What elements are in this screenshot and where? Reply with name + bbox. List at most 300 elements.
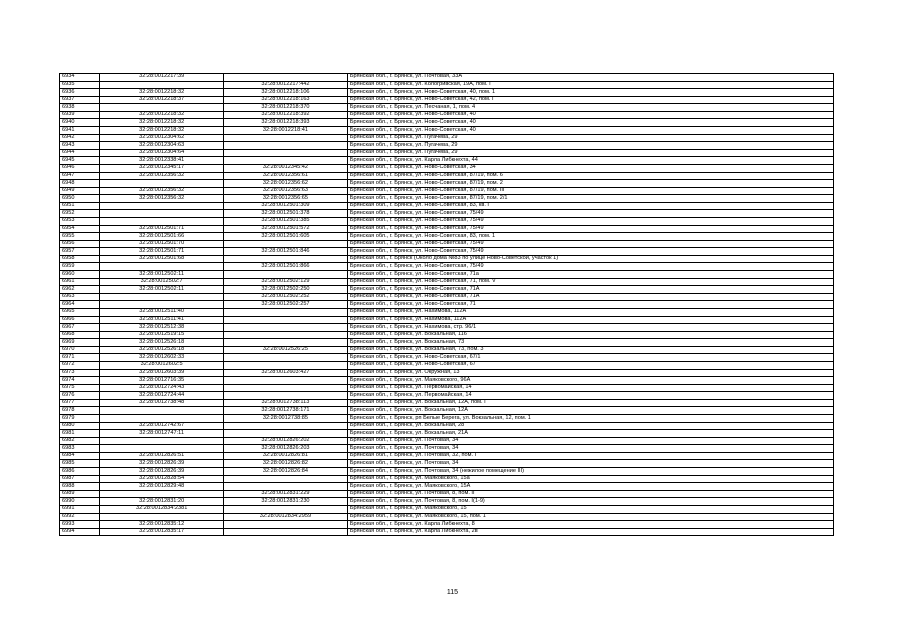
row-number-cell: 6977 bbox=[60, 399, 100, 407]
row-number-cell: 6974 bbox=[60, 377, 100, 385]
row-number-cell: 6943 bbox=[60, 142, 100, 150]
row-number-cell: 6955 bbox=[60, 233, 100, 241]
table-row bbox=[60, 164, 834, 172]
row-number-cell: 6980 bbox=[60, 422, 100, 430]
row-number-cell: 6978 bbox=[60, 407, 100, 415]
parcel-cadastral-number-cell: 32:28:0012501:71 bbox=[100, 248, 224, 256]
table-row bbox=[60, 452, 834, 460]
address-cell: Брянская обл., г. Брянск, ул. Почтовая, 33А bbox=[347, 74, 833, 82]
parcel-cadastral-number-cell: 32:28:0012602:5 bbox=[100, 361, 224, 369]
row-number-cell: 6988 bbox=[60, 483, 100, 491]
table-row bbox=[60, 89, 834, 97]
premises-cadastral-number-cell: 32:28:0012738:113 bbox=[224, 399, 348, 407]
premises-cadastral-number-cell: 32:28:0012502:250 bbox=[224, 286, 348, 294]
address-cell: Брянская обл., г. Брянск, ул. Ново-Советская, 71 bbox=[347, 301, 833, 309]
parcel-cadastral-number-cell: 32:28:0012828:54 bbox=[100, 475, 224, 483]
parcel-cadastral-number-cell: 32:28:0012217:39 bbox=[100, 74, 224, 82]
address-cell: Брянская обл., г. Брянск, ул. Вокзальная, 73 bbox=[347, 339, 833, 347]
table-row bbox=[60, 437, 834, 445]
table-row bbox=[60, 384, 834, 392]
premises-cadastral-number-cell: 32:28:0012218:370 bbox=[224, 104, 348, 112]
address-cell: Брянская обл., г. Брянск, ул. Ново-Советская, 71А bbox=[347, 293, 833, 301]
table-row bbox=[60, 202, 834, 210]
row-number-cell: 6959 bbox=[60, 263, 100, 271]
address-cell: Брянская обл., г. Брянск, ул. Ново-Советская, 40, пом. 1 bbox=[347, 89, 833, 97]
address-cell: Брянская обл., г. Брянск, ул. Ново-Советская, 40 bbox=[347, 127, 833, 135]
premises-cadastral-number-cell bbox=[224, 74, 348, 82]
parcel-cadastral-number-cell: 32:28:0012502:11 bbox=[100, 286, 224, 294]
parcel-cadastral-number-cell: 32:28:0012826:39 bbox=[100, 460, 224, 468]
parcel-cadastral-number-cell: 32:28:0012603:39 bbox=[100, 369, 224, 377]
address-cell: Брянская обл., г. Брянск, ул. Карла Либкнехта, 44 bbox=[347, 157, 833, 165]
parcel-cadastral-number-cell: 32:28:0012502:11 bbox=[100, 271, 224, 279]
premises-cadastral-number-cell bbox=[224, 422, 348, 430]
row-number-cell: 6968 bbox=[60, 331, 100, 339]
address-cell: Брянская обл., г. Брянск, ул. Пугачева, 29 bbox=[347, 142, 833, 150]
table-row bbox=[60, 513, 834, 521]
premises-cadastral-number-cell: 32:28:0012831:229 bbox=[224, 490, 348, 498]
row-number-cell: 6945 bbox=[60, 157, 100, 165]
premises-cadastral-number-cell: 32:28:0012526:25 bbox=[224, 346, 348, 354]
premises-cadastral-number-cell: 32:28:0012826:84 bbox=[224, 468, 348, 476]
table-row bbox=[60, 142, 834, 150]
table-row bbox=[60, 346, 834, 354]
premises-cadastral-number-cell bbox=[224, 308, 348, 316]
table-row bbox=[60, 301, 834, 309]
table-row bbox=[60, 104, 834, 112]
parcel-cadastral-number-cell bbox=[100, 415, 224, 423]
parcel-cadastral-number-cell: 32:28:0012502:7 bbox=[100, 278, 224, 286]
parcel-cadastral-number-cell bbox=[100, 217, 224, 225]
parcel-cadastral-number-cell bbox=[100, 301, 224, 309]
parcel-cadastral-number-cell: 32:28:0012724:44 bbox=[100, 392, 224, 400]
parcel-cadastral-number-cell bbox=[100, 202, 224, 210]
table-row bbox=[60, 149, 834, 157]
parcel-cadastral-number-cell: 32:28:0012512:38 bbox=[100, 324, 224, 332]
parcel-cadastral-number-cell: 32:28:0012724:43 bbox=[100, 384, 224, 392]
row-number-cell: 6941 bbox=[60, 127, 100, 135]
parcel-cadastral-number-cell bbox=[100, 263, 224, 271]
address-cell: Брянская обл., г. Брянск, ул. Ново-Советская, 87/19, пом. III bbox=[347, 187, 833, 195]
premises-cadastral-number-cell bbox=[224, 377, 348, 385]
address-cell: Брянская обл., г. Брянск, ул. Ново-Советская, 71, пом. V bbox=[347, 278, 833, 286]
address-cell: Брянская обл., г. Брянск, ул. Вокзальная, 12А, пом. I bbox=[347, 399, 833, 407]
address-cell: Брянская обл., г. Брянск, ул. Маяковского, 96А bbox=[347, 377, 833, 385]
address-cell: Брянская обл., г. Брянск, ул. Маяковского, 15, пом. 1 bbox=[347, 513, 833, 521]
address-cell: Брянская обл., г. Брянск, ул. Пугачева, 29 bbox=[347, 149, 833, 157]
parcel-cadastral-number-cell: 32:28:0012356:32 bbox=[100, 172, 224, 180]
row-number-cell: 6936 bbox=[60, 89, 100, 97]
premises-cadastral-number-cell bbox=[224, 316, 348, 324]
table-row bbox=[60, 316, 834, 324]
parcel-cadastral-number-cell: 32:28:0012511:40 bbox=[100, 308, 224, 316]
address-cell: Брянская обл., г. Брянск, ул. Ново-Советская, 83, кв. I bbox=[347, 202, 833, 210]
premises-cadastral-number-cell bbox=[224, 149, 348, 157]
parcel-cadastral-number-cell: 32:28:0012602:33 bbox=[100, 354, 224, 362]
address-cell: Брянская обл., г. Брянск, ул. Нахимова, 112А bbox=[347, 316, 833, 324]
table-row bbox=[60, 324, 834, 332]
parcel-cadastral-number-cell: 32:28:0012356:32 bbox=[100, 195, 224, 203]
table-row bbox=[60, 286, 834, 294]
table-row bbox=[60, 407, 834, 415]
table-row bbox=[60, 81, 834, 89]
address-cell: Брянская обл., г. Брянск, ул. Ново-Советская, 71а bbox=[347, 271, 833, 279]
parcel-cadastral-number-cell: 32:28:0012835:17 bbox=[100, 528, 224, 536]
address-cell: Брянская обл., г. Брянск, ул. Карла Либкнехта, 2в bbox=[347, 528, 833, 536]
parcel-cadastral-number-cell: 32:28:0012829:48 bbox=[100, 483, 224, 491]
row-number-cell: 6982 bbox=[60, 437, 100, 445]
address-cell: Брянская обл., г. Брянск, ул. Первомайская, 14 bbox=[347, 384, 833, 392]
row-number-cell: 6949 bbox=[60, 187, 100, 195]
row-number-cell: 6962 bbox=[60, 286, 100, 294]
row-number-cell: 6966 bbox=[60, 316, 100, 324]
table-row bbox=[60, 430, 834, 438]
parcel-cadastral-number-cell: 32:28:0012218:32 bbox=[100, 119, 224, 127]
parcel-cadastral-number-cell bbox=[100, 293, 224, 301]
premises-cadastral-number-cell: 32:28:0012218:106 bbox=[224, 89, 348, 97]
page-number: 115 bbox=[446, 589, 459, 596]
row-number-cell: 6953 bbox=[60, 217, 100, 225]
row-number-cell: 6939 bbox=[60, 111, 100, 119]
parcel-cadastral-number-cell: 32:28:0012747:11 bbox=[100, 430, 224, 438]
premises-cadastral-number-cell: 32:28:0012826:81 bbox=[224, 452, 348, 460]
parcel-cadastral-number-cell: 32:28:0012501:68 bbox=[100, 255, 224, 263]
table-row bbox=[60, 399, 834, 407]
premises-cadastral-number-cell bbox=[224, 528, 348, 536]
premises-cadastral-number-cell: 32:28:0012218:41 bbox=[224, 127, 348, 135]
row-number-cell: 6979 bbox=[60, 415, 100, 423]
table-row bbox=[60, 210, 834, 218]
premises-cadastral-number-cell: 32:28:0012834:2959 bbox=[224, 513, 348, 521]
parcel-cadastral-number-cell: 32:28:0012526:18 bbox=[100, 346, 224, 354]
parcel-cadastral-number-cell: 32:28:0012218:32 bbox=[100, 111, 224, 119]
premises-cadastral-number-cell: 32:28:0012826:82 bbox=[224, 460, 348, 468]
table-row bbox=[60, 278, 834, 286]
row-number-cell: 6967 bbox=[60, 324, 100, 332]
table-row bbox=[60, 468, 834, 476]
row-number-cell: 6993 bbox=[60, 521, 100, 529]
address-cell: Брянская обл., г. Брянск, ул. Карла Либкнехта, 8 bbox=[347, 521, 833, 529]
parcel-cadastral-number-cell bbox=[100, 180, 224, 188]
row-number-cell: 6981 bbox=[60, 430, 100, 438]
address-cell: Брянская обл., г. Брянск, ул. Ново-Советская, 34 bbox=[347, 164, 833, 172]
premises-cadastral-number-cell: 32:28:0012502:257 bbox=[224, 301, 348, 309]
parcel-cadastral-number-cell: 32:28:0012742:67 bbox=[100, 422, 224, 430]
table-row bbox=[60, 361, 834, 369]
row-number-cell: 6984 bbox=[60, 452, 100, 460]
parcel-cadastral-number-cell: 32:28:0012501:70 bbox=[100, 240, 224, 248]
premises-cadastral-number-cell bbox=[224, 142, 348, 150]
table-row bbox=[60, 248, 834, 256]
address-cell: Брянская обл., г. Брянск, ул. Нахимова, стр. 96/1 bbox=[347, 324, 833, 332]
premises-cadastral-number-cell bbox=[224, 392, 348, 400]
address-cell: Брянская обл., г. Брянск, ул. Окружная, 13 bbox=[347, 369, 833, 377]
row-number-cell: 6983 bbox=[60, 445, 100, 453]
parcel-cadastral-number-cell: 32:28:0012831:20 bbox=[100, 498, 224, 506]
address-cell: Брянская обл., г. Брянск (Около дома №83 по улице Ново-Советской, участок 1) bbox=[347, 255, 833, 263]
address-cell: Брянская обл., г. Брянск, ул. Ново-Советская, 75/49 bbox=[347, 217, 833, 225]
address-cell: Брянская обл., г. Брянск, ул. Ново-Советская, 42, пом. I bbox=[347, 96, 833, 104]
row-number-cell: 6938 bbox=[60, 104, 100, 112]
row-number-cell: 6940 bbox=[60, 119, 100, 127]
premises-cadastral-number-cell: 32:28:0012217:442 bbox=[224, 81, 348, 89]
premises-cadastral-number-cell bbox=[224, 430, 348, 438]
parcel-cadastral-number-cell: 32:28:0012304:64 bbox=[100, 149, 224, 157]
premises-cadastral-number-cell bbox=[224, 324, 348, 332]
row-number-cell: 6963 bbox=[60, 293, 100, 301]
table-row bbox=[60, 422, 834, 430]
premises-cadastral-number-cell bbox=[224, 483, 348, 491]
table-row bbox=[60, 240, 834, 248]
premises-cadastral-number-cell: 32:28:0012831:230 bbox=[224, 498, 348, 506]
premises-cadastral-number-cell bbox=[224, 157, 348, 165]
table-row bbox=[60, 460, 834, 468]
registry-table-body bbox=[60, 74, 834, 536]
table-row bbox=[60, 521, 834, 529]
row-number-cell: 6957 bbox=[60, 248, 100, 256]
premises-cadastral-number-cell: 32:28:0012356:65 bbox=[224, 195, 348, 203]
parcel-cadastral-number-cell: 32:28:0012338:41 bbox=[100, 157, 224, 165]
parcel-cadastral-number-cell: 32:28:0012218:32 bbox=[100, 89, 224, 97]
row-number-cell: 6990 bbox=[60, 498, 100, 506]
table-row bbox=[60, 119, 834, 127]
premises-cadastral-number-cell bbox=[224, 384, 348, 392]
premises-cadastral-number-cell bbox=[224, 134, 348, 142]
row-number-cell: 6950 bbox=[60, 195, 100, 203]
row-number-cell: 6973 bbox=[60, 369, 100, 377]
table-row bbox=[60, 96, 834, 104]
address-cell: Брянская обл., г. Брянск, ул. Ново-Советская, 87/19, пом. 2/1 bbox=[347, 195, 833, 203]
premises-cadastral-number-cell bbox=[224, 339, 348, 347]
address-cell: Брянская обл., г. Брянск, ул. Вокзальная, 21А bbox=[347, 430, 833, 438]
row-number-cell: 6946 bbox=[60, 164, 100, 172]
parcel-cadastral-number-cell: 32:28:0012501:66 bbox=[100, 233, 224, 241]
address-cell: Брянская обл., г. Брянск, ул. Ново-Советская, 83, пом. 1 bbox=[347, 233, 833, 241]
parcel-cadastral-number-cell bbox=[100, 210, 224, 218]
premises-cadastral-number-cell: 32:28:0012738:171 bbox=[224, 407, 348, 415]
row-number-cell: 6935 bbox=[60, 81, 100, 89]
row-number-cell: 6989 bbox=[60, 490, 100, 498]
row-number-cell: 6969 bbox=[60, 339, 100, 347]
row-number-cell: 6961 bbox=[60, 278, 100, 286]
address-cell: Брянская обл., г. Брянск, ул. Почтовая, 34 bbox=[347, 445, 833, 453]
row-number-cell: 6986 bbox=[60, 468, 100, 476]
table-row bbox=[60, 415, 834, 423]
parcel-cadastral-number-cell: 32:28:0012834:2381 bbox=[100, 505, 224, 513]
row-number-cell: 6970 bbox=[60, 346, 100, 354]
table-row bbox=[60, 271, 834, 279]
premises-cadastral-number-cell: 32:28:0012826:202 bbox=[224, 437, 348, 445]
parcel-cadastral-number-cell: 32:28:0012218:32 bbox=[100, 127, 224, 135]
address-cell: Брянская обл., г. Брянск, ул. Ново-Советская, 40 bbox=[347, 119, 833, 127]
table-row bbox=[60, 157, 834, 165]
address-cell: Брянская обл., г. Брянск, ул. Кологривская, 19А, пом. I bbox=[347, 81, 833, 89]
address-cell: Брянская обл., г. Брянск, ул. Ново-Советская, 67 bbox=[347, 361, 833, 369]
premises-cadastral-number-cell: 32:28:0012345:42 bbox=[224, 164, 348, 172]
premises-cadastral-number-cell bbox=[224, 361, 348, 369]
address-cell: Брянская обл., г. Брянск, ул. Почтовая, 34 (нежилое помещение III) bbox=[347, 468, 833, 476]
address-cell: Брянская обл., г. Брянск, ул. Ново-Советская, 75/49 bbox=[347, 248, 833, 256]
table-row bbox=[60, 225, 834, 233]
row-number-cell: 6956 bbox=[60, 240, 100, 248]
premises-cadastral-number-cell: 32:28:0012356:62 bbox=[224, 180, 348, 188]
table-row bbox=[60, 445, 834, 453]
row-number-cell: 6947 bbox=[60, 172, 100, 180]
parcel-cadastral-number-cell bbox=[100, 104, 224, 112]
parcel-cadastral-number-cell: 32:28:0012501:71 bbox=[100, 225, 224, 233]
table-row bbox=[60, 475, 834, 483]
table-row bbox=[60, 369, 834, 377]
premises-cadastral-number-cell bbox=[224, 521, 348, 529]
address-cell: Брянская обл., г. Брянск, ул. Почтовая, 32, пом. I bbox=[347, 452, 833, 460]
premises-cadastral-number-cell: 32:28:0012502:129 bbox=[224, 278, 348, 286]
address-cell: Брянская обл., г. Брянск, ул. Маяковского, 15 bbox=[347, 505, 833, 513]
row-number-cell: 6951 bbox=[60, 202, 100, 210]
address-cell: Брянская обл., г. Брянск, ул. Маяковского, 15а bbox=[347, 475, 833, 483]
table-row bbox=[60, 111, 834, 119]
premises-cadastral-number-cell bbox=[224, 271, 348, 279]
row-number-cell: 6971 bbox=[60, 354, 100, 362]
row-number-cell: 6952 bbox=[60, 210, 100, 218]
address-cell: Брянская обл., г. Брянск, ул. Почтовая, 34 bbox=[347, 460, 833, 468]
address-cell: Брянская обл., г. Брянск, ул. Нахимова, 112А bbox=[347, 308, 833, 316]
table-row bbox=[60, 498, 834, 506]
address-cell: Брянская обл., г. Брянск, рп Белые Берега, ул. Вокзальная, 12, пом. 1 bbox=[347, 415, 833, 423]
address-cell: Брянская обл., г. Брянск, ул. Ново-Советская, 40 bbox=[347, 111, 833, 119]
address-cell: Брянская обл., г. Брянск, ул. Почтовая, 8, пом. I(1-9) bbox=[347, 498, 833, 506]
address-cell: Брянская обл., г. Брянск, ул. Почтовая, 34 bbox=[347, 437, 833, 445]
parcel-cadastral-number-cell: 32:28:0012738:48 bbox=[100, 399, 224, 407]
premises-cadastral-number-cell bbox=[224, 240, 348, 248]
premises-cadastral-number-cell bbox=[224, 255, 348, 263]
row-number-cell: 6987 bbox=[60, 475, 100, 483]
parcel-cadastral-number-cell: 32:28:0012826:51 bbox=[100, 452, 224, 460]
row-number-cell: 6991 bbox=[60, 505, 100, 513]
parcel-cadastral-number-cell bbox=[100, 407, 224, 415]
table-row bbox=[60, 392, 834, 400]
table-row bbox=[60, 217, 834, 225]
premises-cadastral-number-cell: 32:28:0012501:866 bbox=[224, 263, 348, 271]
premises-cadastral-number-cell: 32:28:0012501:846 bbox=[224, 248, 348, 256]
table-row bbox=[60, 528, 834, 536]
table-row bbox=[60, 308, 834, 316]
parcel-cadastral-number-cell: 32:28:0012356:32 bbox=[100, 187, 224, 195]
address-cell: Брянская обл., г. Брянск, ул. Вокзальная, 116 bbox=[347, 331, 833, 339]
address-cell: Брянская обл., г. Брянск, ул. Ново-Советская, 75/49 bbox=[347, 225, 833, 233]
table-row bbox=[60, 172, 834, 180]
row-number-cell: 6937 bbox=[60, 96, 100, 104]
address-cell: Брянская обл., г. Брянск, ул. Первомайская, 14 bbox=[347, 392, 833, 400]
row-number-cell: 6942 bbox=[60, 134, 100, 142]
premises-cadastral-number-cell: 32:28:0012218:163 bbox=[224, 96, 348, 104]
address-cell: Брянская обл., г. Брянск, ул. Ново-Советская, 71А bbox=[347, 286, 833, 294]
table-row bbox=[60, 490, 834, 498]
parcel-cadastral-number-cell: 32:28:0012345:17 bbox=[100, 164, 224, 172]
premises-cadastral-number-cell: 32:28:0012218:393 bbox=[224, 119, 348, 127]
table-row bbox=[60, 339, 834, 347]
parcel-cadastral-number-cell bbox=[100, 445, 224, 453]
table-row bbox=[60, 74, 834, 82]
parcel-cadastral-number-cell: 32:28:0012304:62 bbox=[100, 134, 224, 142]
parcel-cadastral-number-cell: 32:28:0012716:35 bbox=[100, 377, 224, 385]
row-number-cell: 6954 bbox=[60, 225, 100, 233]
table-row bbox=[60, 377, 834, 385]
premises-cadastral-number-cell bbox=[224, 354, 348, 362]
table-row bbox=[60, 187, 834, 195]
table-row bbox=[60, 233, 834, 241]
row-number-cell: 6934 bbox=[60, 74, 100, 82]
parcel-cadastral-number-cell: 32:28:0012526:18 bbox=[100, 339, 224, 347]
address-cell: Брянская обл., г. Брянск, ул. Пугачева, 29 bbox=[347, 134, 833, 142]
premises-cadastral-number-cell bbox=[224, 505, 348, 513]
address-cell: Брянская обл., г. Брянск, ул. Ново-Советская, 67/1 bbox=[347, 354, 833, 362]
row-number-cell: 6976 bbox=[60, 392, 100, 400]
row-number-cell: 6994 bbox=[60, 528, 100, 536]
row-number-cell: 6985 bbox=[60, 460, 100, 468]
premises-cadastral-number-cell: 32:28:0012356:61 bbox=[224, 172, 348, 180]
address-cell: Брянская обл., г. Брянск, ул. Ново-Советская, 87/19, пом. 2 bbox=[347, 180, 833, 188]
table-row bbox=[60, 293, 834, 301]
parcel-cadastral-number-cell: 32:28:0012218:37 bbox=[100, 96, 224, 104]
address-cell: Брянская обл., г. Брянск, ул. Вокзальная, 12А bbox=[347, 407, 833, 415]
row-number-cell: 6960 bbox=[60, 271, 100, 279]
address-cell: Брянская обл., г. Брянск, ул. Ново-Советская, 75/49 bbox=[347, 240, 833, 248]
premises-cadastral-number-cell: 32:28:0012502:252 bbox=[224, 293, 348, 301]
row-number-cell: 6975 bbox=[60, 384, 100, 392]
parcel-cadastral-number-cell bbox=[100, 513, 224, 521]
table-row bbox=[60, 180, 834, 188]
row-number-cell: 6948 bbox=[60, 180, 100, 188]
table-row bbox=[60, 255, 834, 263]
address-cell: Брянская обл., г. Брянск, ул. Песчаная, 1, пом. 4 bbox=[347, 104, 833, 112]
address-cell: Брянская обл., г. Брянск, ул. Ново-Советская, 75/49 bbox=[347, 263, 833, 271]
address-cell: Брянская обл., г. Брянск, ул. Ново-Советская, 87/19, пом. 6 bbox=[347, 172, 833, 180]
address-cell: Брянская обл., г. Брянск, ул. Ново-Советская, 75/49 bbox=[347, 210, 833, 218]
table-row bbox=[60, 331, 834, 339]
premises-cadastral-number-cell: 32:28:0012218:392 bbox=[224, 111, 348, 119]
parcel-cadastral-number-cell: 32:28:0012835:12 bbox=[100, 521, 224, 529]
parcel-cadastral-number-cell bbox=[100, 437, 224, 445]
table-row bbox=[60, 354, 834, 362]
premises-cadastral-number-cell: 32:28:0012826:203 bbox=[224, 445, 348, 453]
parcel-cadastral-number-cell: 32:28:0012304:63 bbox=[100, 142, 224, 150]
address-cell: Брянская обл., г. Брянск, ул. Почтовая, 8, пом. II bbox=[347, 490, 833, 498]
premises-cadastral-number-cell: 32:28:0012501:572 bbox=[224, 225, 348, 233]
premises-cadastral-number-cell: 32:28:0012738:85 bbox=[224, 415, 348, 423]
parcel-cadastral-number-cell: 32:28:0012826:39 bbox=[100, 468, 224, 476]
premises-cadastral-number-cell: 32:28:0012501:378 bbox=[224, 210, 348, 218]
premises-cadastral-number-cell: 32:28:0012501:605 bbox=[224, 233, 348, 241]
premises-cadastral-number-cell: 32:28:0012356:63 bbox=[224, 187, 348, 195]
premises-cadastral-number-cell bbox=[224, 331, 348, 339]
parcel-cadastral-number-cell: 32:28:0012519:15 bbox=[100, 331, 224, 339]
premises-cadastral-number-cell: 32:28:0012603:427 bbox=[224, 369, 348, 377]
address-cell: Брянская обл., г. Брянск, ул. Вокзальная, 28 bbox=[347, 422, 833, 430]
address-cell: Брянская обл., г. Брянск, ул. Маяковского, 15А bbox=[347, 483, 833, 491]
parcel-cadastral-number-cell: 32:28:0012511:41 bbox=[100, 316, 224, 324]
table-row bbox=[60, 505, 834, 513]
row-number-cell: 6992 bbox=[60, 513, 100, 521]
row-number-cell: 6964 bbox=[60, 301, 100, 309]
row-number-cell: 6972 bbox=[60, 361, 100, 369]
row-number-cell: 6944 bbox=[60, 149, 100, 157]
premises-cadastral-number-cell: 32:28:0012501:385 bbox=[224, 217, 348, 225]
table-row bbox=[60, 134, 834, 142]
row-number-cell: 6958 bbox=[60, 255, 100, 263]
registry-table bbox=[59, 73, 834, 536]
address-cell: Брянская обл., г. Брянск, ул. Вокзальная, 73, пом. 3 bbox=[347, 346, 833, 354]
table-row bbox=[60, 195, 834, 203]
